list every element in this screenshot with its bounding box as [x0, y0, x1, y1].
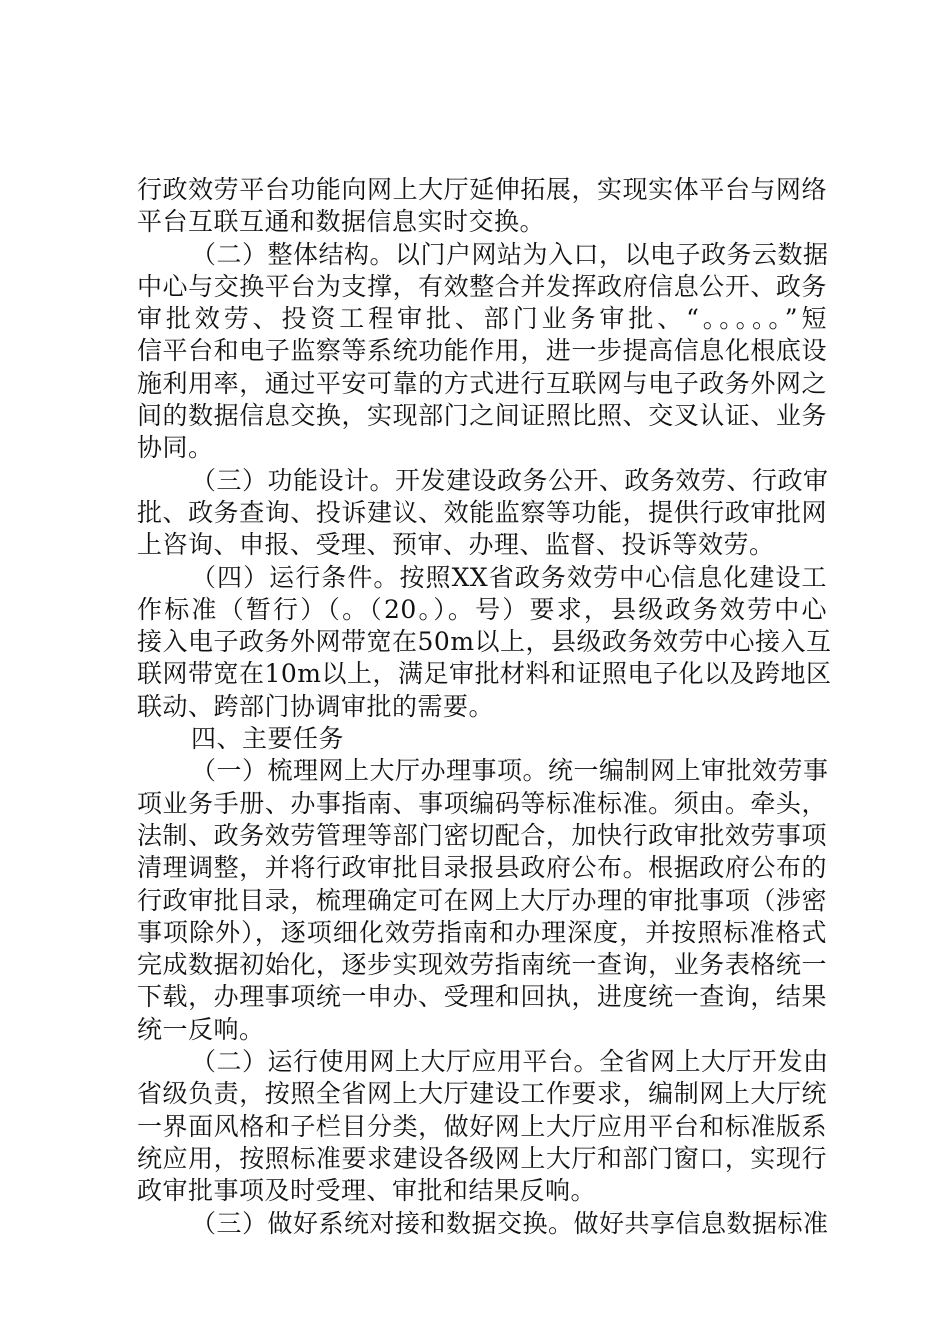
text-line: 联动、跨部门协调审批的需要。 — [137, 691, 495, 721]
paragraph-first-line: 四、主要任务 — [191, 724, 345, 754]
text-line: 省级负责，按照全省网上大厅建设工作要求，编制网上大厅统 — [137, 1079, 827, 1109]
text-line: 法制、政务效劳管理等部门密切配合，加快行政审批效劳事项 — [137, 820, 827, 850]
text-line: 事项除外），逐项细化效劳指南和办理深度，并按照标准格式 — [137, 917, 827, 947]
text-line: 行政审批目录，梳理确定可在网上大厅办理的审批事项（涉密 — [137, 885, 827, 915]
paragraph-first-line: （一）梳理网上大厅办理事项。统一编制网上审批效劳事 — [191, 756, 829, 786]
paragraph-first-line: （二）整体结构。以门户网站为入口，以电子政务云数据 — [191, 239, 829, 269]
text-line: 施利用率，通过平安可靠的方式进行互联网与电子政务外网之 — [137, 368, 827, 398]
text-line: 清理调整，并将行政审批目录报县政府公布。根据政府公布的 — [137, 853, 827, 883]
text-line: 审批效劳、投资工程审批、部门业务审批、“。。。。。”短 — [137, 304, 827, 334]
text-line: 政审批事项及时受理、审批和结果反响。 — [137, 1176, 597, 1206]
text-line: 接入电子政务外网带宽在50m以上，县级政务效劳中心接入互 — [137, 627, 832, 657]
text-line: 联网带宽在10m以上，满足审批材料和证照电子化以及跨地区 — [137, 659, 832, 689]
text-line: 上咨询、申报、受理、预审、办理、监督、投诉等效劳。 — [137, 530, 775, 560]
text-line: 项业务手册、办事指南、事项编码等标准标准。须由。牵头， — [137, 788, 827, 818]
text-line: 作标准（暂行）（。（20。）。号）要求，县级政务效劳中心 — [137, 594, 827, 624]
text-line: 协同。 — [137, 433, 214, 463]
text-line: 中心与交换平台为支撑，有效整合并发挥政府信息公开、政务 — [137, 271, 827, 301]
document-body — [137, 174, 832, 1240]
paragraph-first-line: （三）做好系统对接和数据交换。做好共享信息数据标准 — [191, 1208, 829, 1238]
text-line: 间的数据信息交换，实现部门之间证照比照、交叉认证、业务 — [137, 401, 827, 431]
text-line: 统应用，按照标准要求建设各级网上大厅和部门窗口，实现行 — [137, 1143, 827, 1173]
paragraph-first-line: （三）功能设计。开发建设政务公开、政务效劳、行政审 — [191, 465, 829, 495]
text-line: 下载，办理事项统一申办、受理和回执，进度统一查询，结果 — [137, 982, 827, 1012]
paragraph-first-line: （四）运行条件。按照XX省政务效劳中心信息化建设工 — [191, 562, 827, 592]
text-line: 一界面风格和子栏目分类，做好网上大厅应用平台和标准版系 — [137, 1111, 827, 1141]
text-line: 统一反响。 — [137, 1014, 265, 1044]
text-line: 平台互联互通和数据信息实时交换。 — [137, 207, 546, 237]
paragraph-first-line: （二）运行使用网上大厅应用平台。全省网上大厅开发由 — [191, 1047, 829, 1077]
text-line: 信平台和电子监察等系统功能作用，进一步提高信息化根底设 — [137, 336, 827, 366]
text-line: 批、政务查询、投诉建议、效能监察等功能，提供行政审批网 — [137, 497, 827, 527]
text-line: 行政效劳平台功能向网上大厅延伸拓展，实现实体平台与网络 — [137, 175, 827, 204]
text-line: 完成数据初始化，逐步实现效劳指南统一查询，业务表格统一 — [137, 950, 827, 980]
